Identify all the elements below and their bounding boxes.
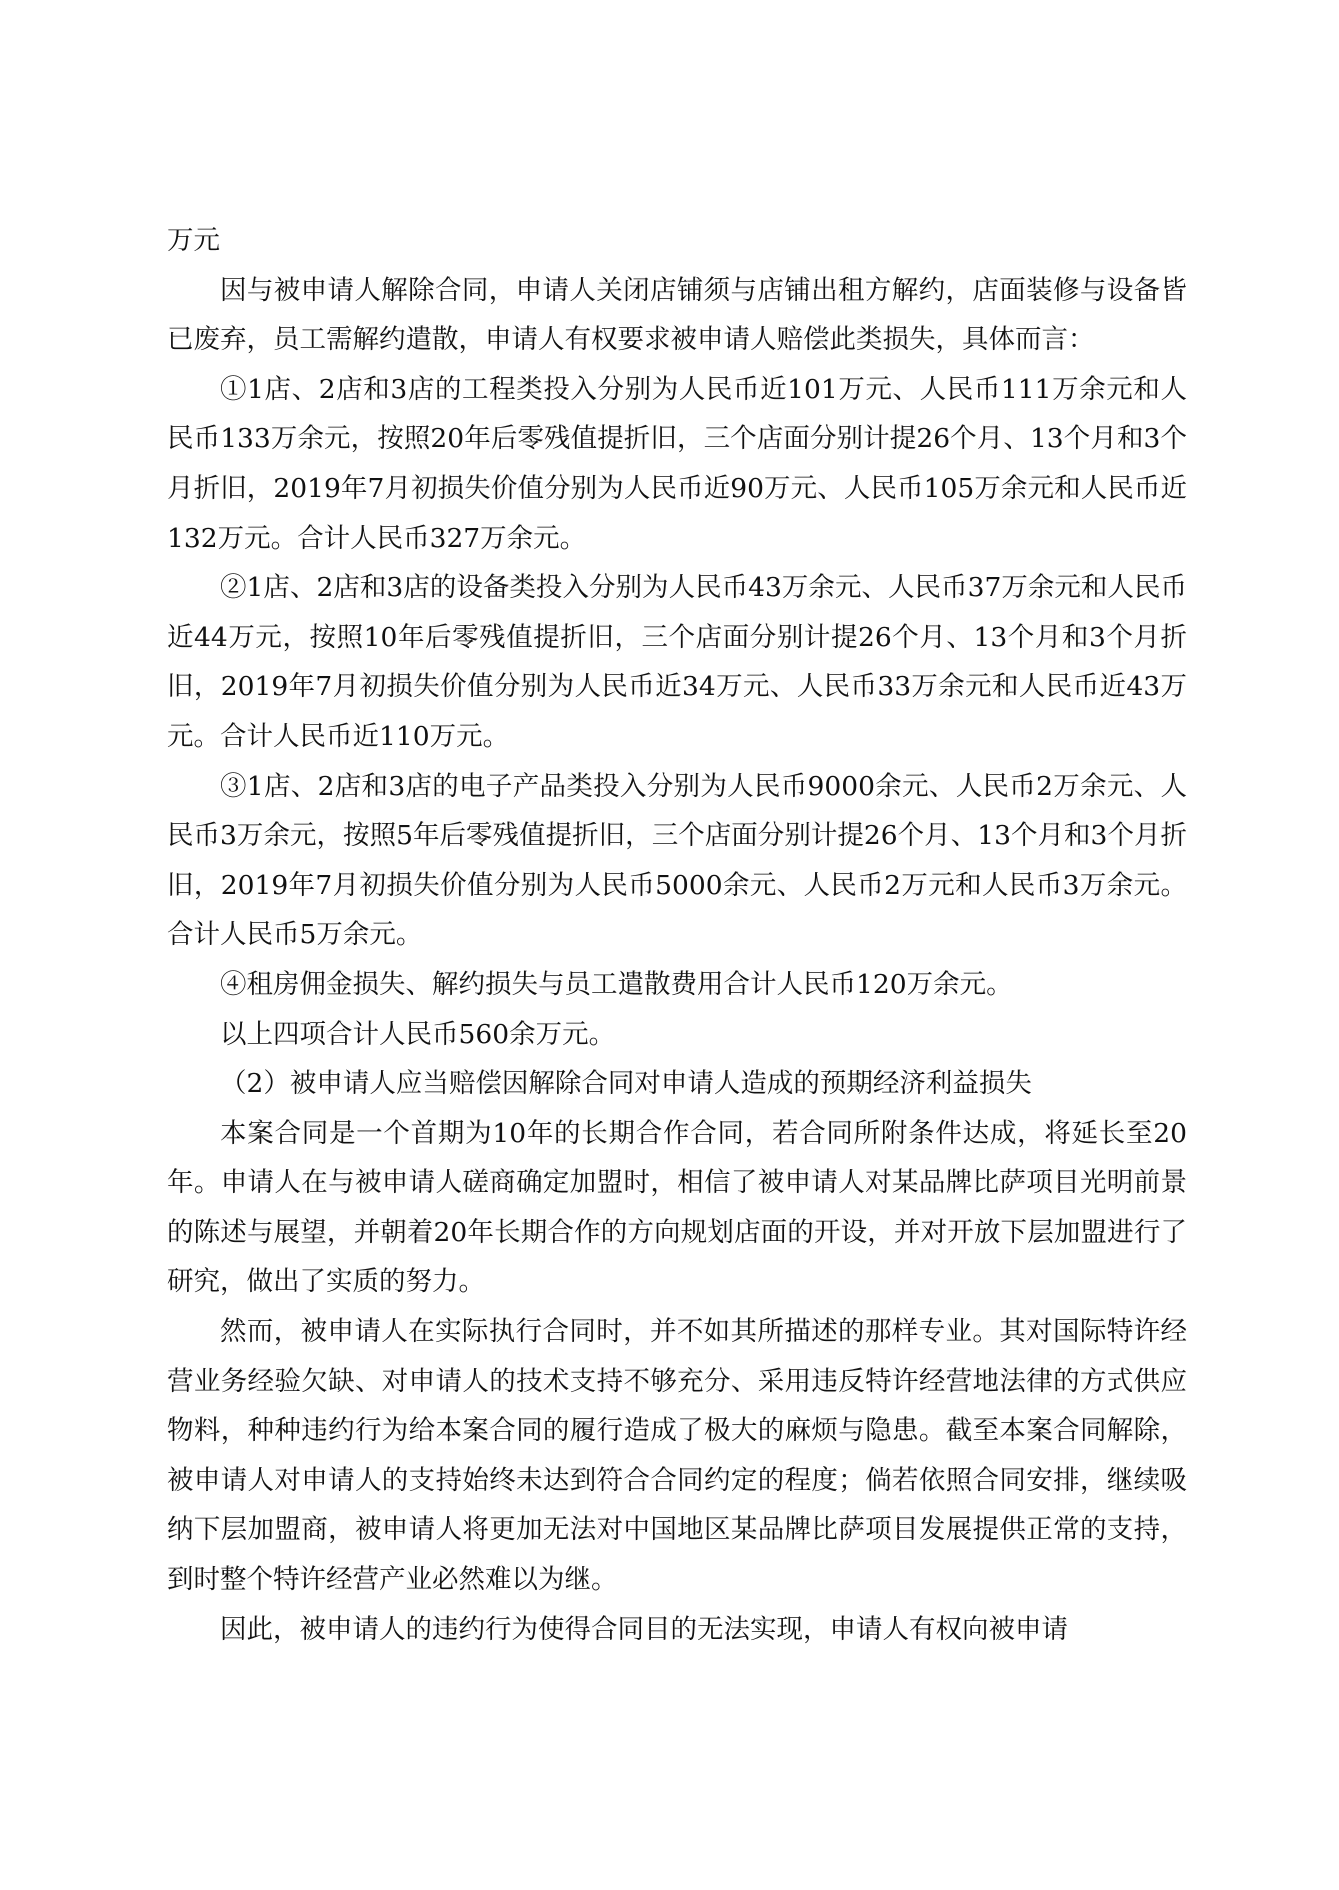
- paragraph-breach: 然而，被申请人在实际执行合同时，并不如其所描述的那样专业。其对国际特许经营业务经验欠缺、对申请人的技术支持不够充分、采用违反特许经营地法律的方式供应物料，种种违约行为给本案合同的履行造成了极大的麻烦与隐患。截至本案合同解除，被申请人对申请人的支持始终未达到符合合同约定的程度；倘若依照合同安排，继续吸纳下层加盟商，被申请人将更加无法对中国地区某品牌比萨项目发展提供正常的支持，到时整个特许经营产业必然难以为继。: [167, 1316, 1187, 1596]
- paragraph-intro: 因与被申请人解除合同，申请人关闭店铺须与店铺出租方解约，店面装修与设备皆已废弃，员工需解约遣散，申请人有权要求被申请人赔偿此类损失，具体而言：: [167, 274, 1187, 356]
- paragraph-item-1: ①1店、2店和3店的工程类投入分别为人民币近101万元、人民币111万余元和人民币133万余元，按照20年后零残值提折旧，三个店面分别计提26个月、13个月和3个月折旧，2019年7月初损失价值分别为人民币近90万元、人民币105万余元和人民币近132万元。合计人民币327万余元。: [167, 373, 1187, 554]
- paragraph-continuation: 万元: [167, 225, 220, 256]
- paragraph-item-2: ②1店、2店和3店的设备类投入分别为人民币43万余元、人民币37万余元和人民币近44万元，按照10年后零残值提折旧，三个店面分别计提26个月、13个月和3个月折旧，2019年7月初损失价值分别为人民币近34万元、人民币33万余元和人民币近43万元。合计人民币近110万元。: [167, 572, 1187, 752]
- paragraph-total: 以上四项合计人民币560余万元。: [220, 1018, 616, 1050]
- paragraph-item-4: ④租房佣金损失、解约损失与员工遣散费用合计人民币120万余元。: [220, 968, 1013, 1000]
- paragraph-item-3: ③1店、2店和3店的电子产品类投入分别为人民币9000余元、人民币2万余元、人民币3万余元，按照5年后零残值提折旧，三个店面分别计提26个月、13个月和3个月折旧，2019年7月初损失价值分别为人民币5000余元、人民币2万元和人民币3万余元。合计人民币5万余元。: [167, 770, 1187, 951]
- document-body: [167, 216, 1187, 1654]
- paragraph-contract-term: 本案合同是一个首期为10年的长期合作合同，若合同所附条件达成，将延长至20年。申请人在与被申请人磋商确定加盟时，相信了被申请人对某品牌比萨项目光明前景的陈述与展望，并朝着20年长期合作的方向规划店面的开设，并对开放下层加盟进行了研究，做出了实质的努力。: [167, 1117, 1187, 1298]
- section-heading: （2）被申请人应当赔偿因解除合同对申请人造成的预期经济利益损失: [220, 1068, 1032, 1100]
- paragraph-conclusion: 因此，被申请人的违约行为使得合同目的无法实现，申请人有权向被申请: [220, 1613, 1068, 1645]
